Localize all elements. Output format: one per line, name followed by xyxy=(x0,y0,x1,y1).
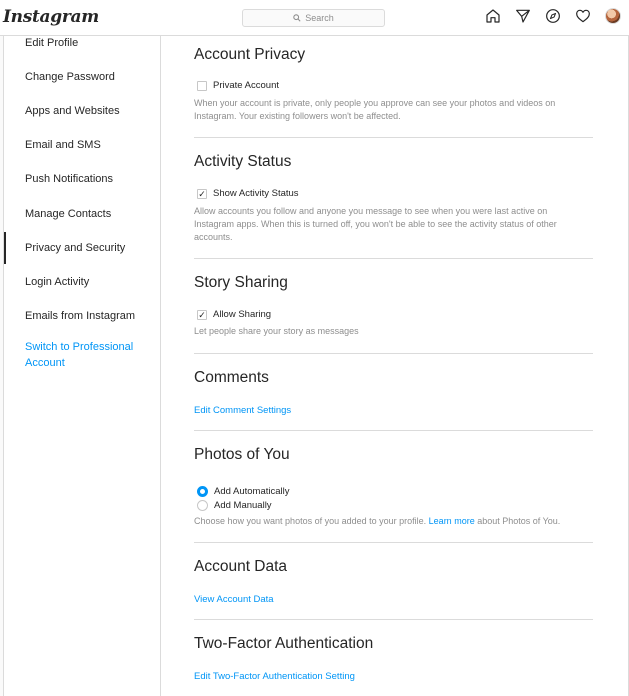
switch-to-professional-link[interactable]: Switch to Professional Account xyxy=(25,341,134,369)
section-title: Account Data xyxy=(194,558,288,575)
two-factor-section xyxy=(194,635,593,653)
add-automatically-radio-row[interactable] xyxy=(197,486,290,497)
description-text: about Photos of You. xyxy=(477,516,561,526)
radio-label: Add Manually xyxy=(214,500,272,511)
search-icon xyxy=(293,14,301,22)
divider xyxy=(194,430,593,431)
account-data-section xyxy=(194,558,593,576)
private-account-checkbox-row[interactable] xyxy=(197,80,279,91)
allow-sharing-checkbox-row[interactable] xyxy=(197,309,271,320)
section-title: Activity Status xyxy=(194,153,292,170)
activity-status-section xyxy=(194,153,593,171)
home-icon[interactable] xyxy=(485,8,501,24)
comments-section xyxy=(194,369,593,387)
sidebar-item-emails-from-instagram[interactable]: Emails from Instagram xyxy=(25,310,136,322)
sidebar-item-edit-profile[interactable]: Edit Profile xyxy=(25,37,79,49)
show-activity-status-checkbox[interactable]: ✓ xyxy=(198,188,206,199)
allow-sharing-checkbox[interactable]: ✓ xyxy=(198,309,206,320)
photos-of-you-description xyxy=(194,515,584,528)
section-title: Account Privacy xyxy=(194,46,306,63)
divider xyxy=(194,258,593,259)
sidebar-item-manage-contacts[interactable]: Manage Contacts xyxy=(25,208,112,220)
sidebar-item-push-notifications[interactable]: Push Notifications xyxy=(25,173,114,185)
show-activity-status-checkbox-row[interactable] xyxy=(197,188,299,199)
sidebar-item-privacy-and-security[interactable]: Privacy and Security xyxy=(4,232,160,264)
description-text: Choose how you want photos of you added to your profile. xyxy=(194,516,427,526)
checkbox-label: Show Activity Status xyxy=(213,188,299,199)
radio-label: Add Automatically xyxy=(214,486,290,497)
sidebar-item-apps-and-websites[interactable]: Apps and Websites xyxy=(25,105,120,117)
sidebar-item-email-and-sms[interactable]: Email and SMS xyxy=(25,139,101,151)
divider xyxy=(194,619,593,620)
add-automatically-radio[interactable] xyxy=(197,486,208,497)
edit-comment-settings-link[interactable]: Edit Comment Settings xyxy=(194,405,292,416)
sidebar-item-login-activity[interactable]: Login Activity xyxy=(25,276,90,288)
section-title: Story Sharing xyxy=(194,274,288,291)
activity-heart-icon[interactable] xyxy=(575,8,591,24)
direct-messages-icon[interactable] xyxy=(515,8,531,24)
divider xyxy=(194,137,593,138)
photos-of-you-section xyxy=(194,446,593,464)
private-account-checkbox[interactable] xyxy=(197,81,207,91)
section-title: Photos of You xyxy=(194,446,290,463)
explore-compass-icon[interactable] xyxy=(545,8,561,24)
edit-two-factor-link[interactable]: Edit Two-Factor Authentication Setting xyxy=(194,671,355,682)
account-privacy-description: When your account is private, only people you approve can see your photos and videos on Instagram. Your existing followers won't be affected. xyxy=(194,98,556,121)
learn-more-link[interactable]: Learn more xyxy=(428,516,475,526)
divider xyxy=(194,542,593,543)
view-account-data-link[interactable]: View Account Data xyxy=(194,594,274,605)
search-placeholder: Search xyxy=(305,13,334,23)
add-manually-radio-row[interactable] xyxy=(197,500,272,511)
nav-icons xyxy=(485,8,621,24)
settings-card xyxy=(3,36,629,696)
add-manually-radio[interactable] xyxy=(197,500,208,511)
activity-status-description: Allow accounts you follow and anyone you message to see when you were last active on Instagram apps. When this is turned off, you won't be able to see the activity status of other accounts. xyxy=(194,206,557,242)
instagram-logo[interactable]: Instagram xyxy=(3,7,99,27)
story-sharing-description: Let people share your story as messages xyxy=(194,326,359,336)
section-title: Comments xyxy=(194,369,269,386)
top-nav-bar xyxy=(0,0,629,36)
divider xyxy=(194,353,593,354)
sidebar-item-change-password[interactable]: Change Password xyxy=(25,71,115,83)
checkbox-label: Private Account xyxy=(213,80,280,91)
section-title: Two-Factor Authentication xyxy=(194,635,374,652)
account-privacy-section xyxy=(194,46,593,64)
profile-avatar[interactable] xyxy=(605,8,621,24)
search-input[interactable] xyxy=(242,9,385,27)
checkbox-label: Allow Sharing xyxy=(213,309,272,320)
settings-sidebar xyxy=(4,36,161,696)
story-sharing-section xyxy=(194,274,593,292)
